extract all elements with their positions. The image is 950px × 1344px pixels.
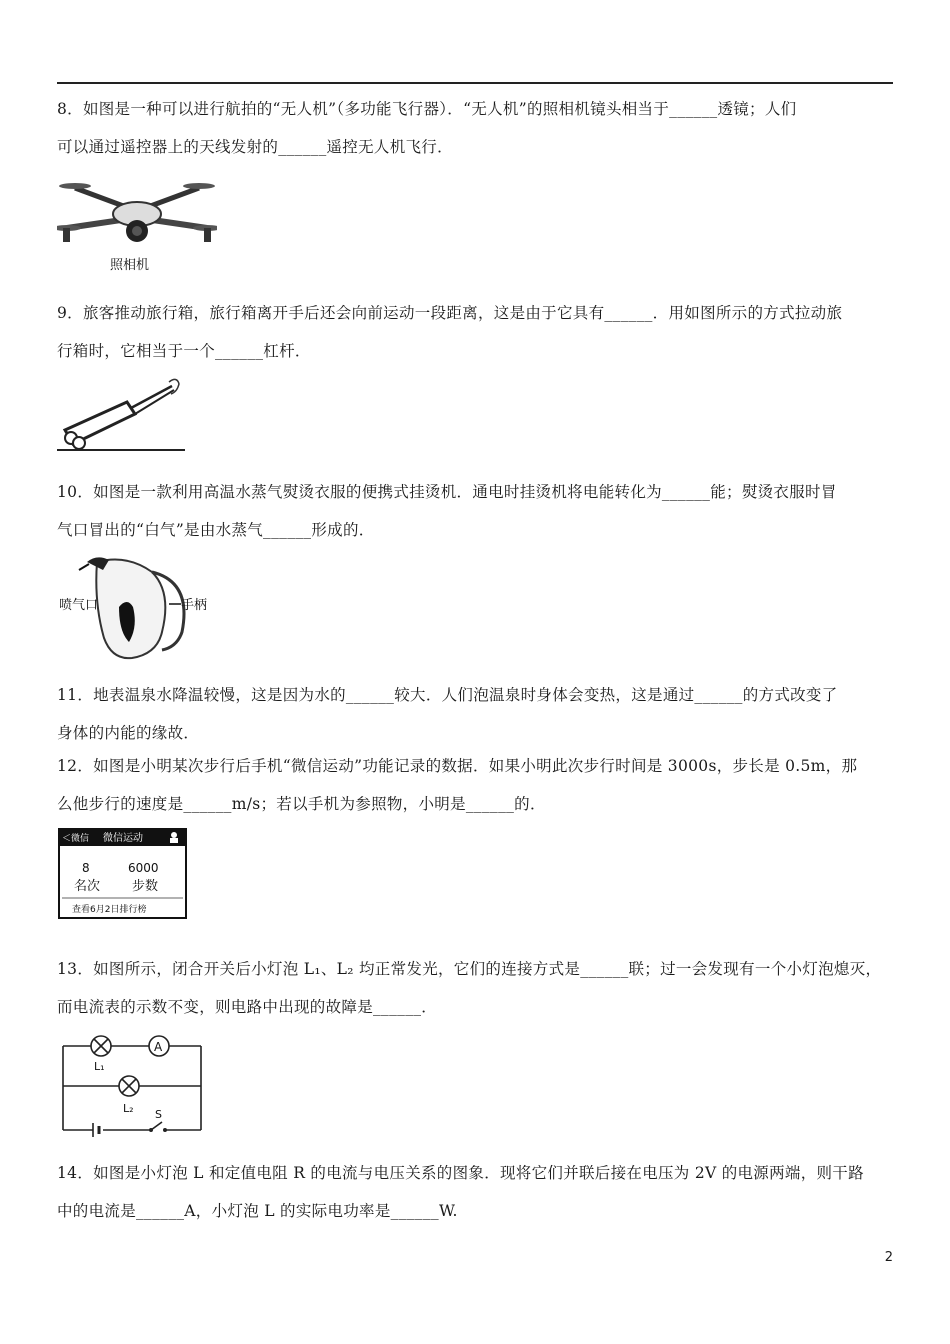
q13-line-1: 13．如图所示，闭合开关后小灯泡 L₁、L₂ 均正常发光，它们的连接方式是______联；过一会发现有一个小灯泡熄灭， [57, 960, 882, 978]
q8-line-1: 8．如图是一种可以进行航拍的“无人机”（多功能飞行器）．“无人机”的照相机镜头相当于______透镜；人们 [57, 100, 797, 118]
q11-line-2: 身体的内能的缘故． [57, 724, 200, 742]
q12-line-1: 12．如图是小明某次步行后手机“微信运动”功能记录的数据．如果小明此次步行时间是 3000s，步长是 0.5m，那 [57, 757, 858, 775]
suitcase-figure [57, 372, 187, 457]
switch-label: S [155, 1108, 162, 1121]
q9-line-1: 9．旅客推动旅行箱，旅行箱离开手后还会向前运动一段距离，这是由于它具有______．用如图所示的方式拉动旅 [57, 304, 843, 322]
q11-line-1: 11．地表温泉水降温较慢，这是因为水的______较大．人们泡温泉时身体会变热，这是通过______的方式改变了 [57, 686, 838, 704]
rank-value: 8 [82, 861, 90, 875]
q10-line-1: 10．如图是一款利用高温水蒸气熨烫衣服的便携式挂烫机．通电时挂烫机将电能转化为______能；熨烫衣服时冒 [57, 483, 837, 501]
drone-camera-label: 照相机 [110, 258, 150, 273]
q14-line-2: 中的电流是______A，小灯泡 L 的实际电功率是______W. [57, 1202, 458, 1220]
nozzle-label: 喷气口 [59, 598, 99, 613]
page-number: 2 [884, 1250, 893, 1265]
steps-label: 步数 [132, 879, 159, 894]
q9-line-2: 行箱时，它相当于一个______杠杆． [57, 342, 311, 360]
drone-figure [57, 176, 217, 274]
q8-line-2: 可以通过遥控器上的天线发射的______遥控无人机飞行． [57, 138, 453, 156]
circuit-figure [57, 1030, 207, 1145]
handle-label: 手柄 [181, 598, 208, 613]
q12-line-2: 么他步行的速度是______m/s；若以手机为参照物，小明是______的． [57, 795, 546, 813]
q14-line-1: 14．如图是小灯泡 L 和定值电阻 R 的电流与电压关系的图象．现将它们并联后接在电压为 2V 的电源两端，则干路 [57, 1164, 864, 1182]
rank-label: 名次 [74, 879, 101, 894]
steps-value: 6000 [128, 861, 159, 875]
l2-label: L₂ [123, 1102, 134, 1115]
header-rule [57, 82, 893, 84]
l1-label: L₁ [94, 1060, 105, 1073]
user-icon [171, 832, 177, 838]
steamer-figure [57, 552, 217, 662]
phone-back-label: ＜微信 [62, 834, 90, 844]
q10-line-2: 气口冒出的“白气”是由水蒸气______形成的． [57, 521, 375, 539]
phone-title: 微信运动 [103, 833, 143, 844]
wechat-sport-figure [58, 828, 188, 920]
phone-footer: 查看6月2日排行榜 [72, 905, 147, 915]
q13-line-2: 而电流表的示数不变，则电路中出现的故障是______． [57, 998, 438, 1016]
ammeter-label: A [154, 1040, 163, 1054]
